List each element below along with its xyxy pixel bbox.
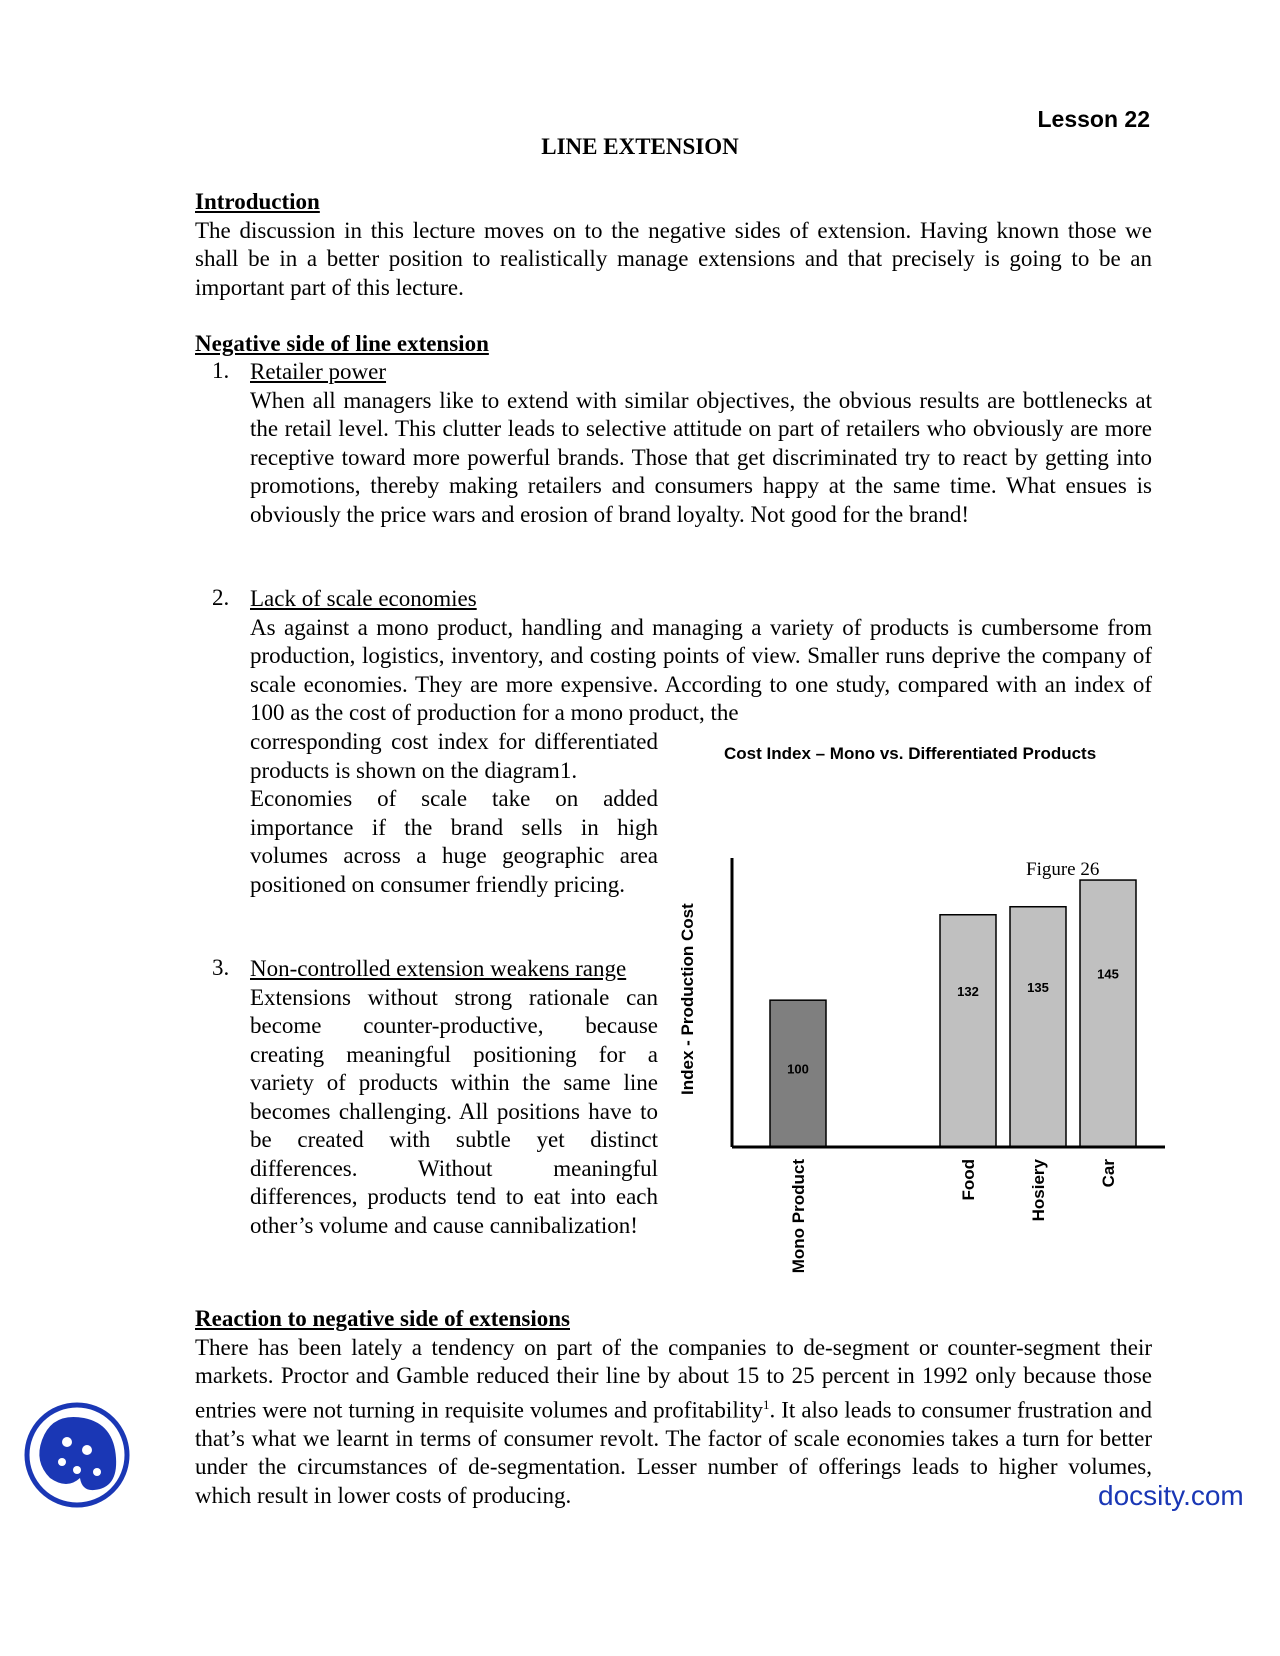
item-2-narrow — [250, 728, 658, 899]
figure-label: Figure 26 — [1026, 859, 1100, 880]
item-2-text-narrow: corresponding cost index for differentiated products is shown on the diagram1. — [250, 729, 658, 783]
negative-heading — [195, 330, 1152, 359]
bar-car — [1080, 880, 1136, 1147]
negative-heading-text: Negative side of line extension — [195, 331, 489, 356]
category-label: Hosiery — [1029, 1159, 1048, 1222]
category-label: Car — [1099, 1159, 1118, 1188]
item-3-number: 3. — [212, 955, 230, 980]
item-2 — [250, 585, 1152, 728]
page-title: LINE EXTENSION — [541, 134, 739, 159]
item-2-number: 2. — [212, 585, 230, 610]
data-label: 100 — [787, 1061, 809, 1077]
item-1 — [250, 358, 1152, 529]
bar-hosiery — [1010, 907, 1066, 1147]
item-3 — [250, 955, 658, 1240]
footnote-marker: 1 — [763, 1396, 770, 1412]
data-label: 135 — [1027, 979, 1049, 995]
intro-text: The discussion in this lecture moves on to the negative sides of extension. Having known those we shall be in a better position to realistically manage extensions and that precisely is going to be an important part of this lecture. — [195, 217, 1152, 300]
item-2-text-wide: As against a mono product, handling and managing a variety of products is cumbersome from production, logistics, inventory, and costing points of view. Smaller runs deprive the company of scale economies. They are more expensive. According to one study, compared with an index of 100 as the cost of production for a mono product, the — [250, 614, 1152, 725]
chart-title: Cost Index – Mono vs. Differentiated Products — [724, 744, 1097, 763]
item-3-text: Extensions without strong rationale can become counter-productive, because creating meaningful positioning for a variety of products within the same line becomes challenging. All positions have to be created with subtle yet distinct differences. Without meaningful differences, products tend to eat into each other’s volume and cause cannibalization! — [250, 984, 658, 1238]
category-label: Mono Product — [789, 1159, 808, 1274]
lesson-label: Lesson 22 — [1037, 106, 1150, 132]
y-axis-label: Index - Production Cost — [678, 903, 697, 1095]
reaction-text-after: . It also leads to consumer frustration and that’s what we learnt in terms of consumer revolt. The factor of scale economies takes a turn for better under the circumstances of de-segmentation. Lesser number of offerings leads to higher volumes, which result in lower costs of producing. — [195, 1397, 1152, 1508]
intro-section — [195, 188, 1152, 302]
docsity-brand[interactable]: docsity.com — [1098, 1480, 1244, 1511]
category-label: Food — [959, 1159, 978, 1201]
docsity-logo-icon — [22, 1400, 132, 1510]
item-1-number: 1. — [212, 358, 230, 383]
item-2-title: Lack of scale economies — [250, 586, 477, 611]
reaction-text-before: There has been lately a tendency on part of the companies to de-segment or counter-segment their markets. Proctor and Gamble reduced their line by about 15 to 25 percent in 1992 only because those entries were not turning in requisite volumes and profitability — [195, 1334, 1152, 1423]
item-1-text: When all managers like to extend with similar objectives, the obvious results are bottlenecks at the retail level. This clutter leads to selective attitude on part of retailers who obviously are more receptive toward more powerful brands. Those that get discriminated try to react by getting into promotions, thereby making retailers and consumers happy at the same time. What ensues is obviously the price wars and erosion of brand loyalty. Not good for the brand! — [250, 387, 1152, 527]
data-label: 132 — [957, 983, 979, 999]
reaction-heading: Reaction to negative side of extensions — [195, 1306, 570, 1331]
item-1-title: Retailer power — [250, 359, 387, 384]
intro-heading: Introduction — [195, 189, 320, 214]
item-2-text-narrow-2: Economies of scale take on added importance if the brand sells in high volumes across a huge geographic area positioned on consumer friendly pricing. — [250, 786, 658, 897]
reaction-text — [195, 1334, 1152, 1511]
item-3-title: Non-controlled extension weakens range — [250, 956, 627, 981]
data-label: 145 — [1097, 966, 1119, 982]
cost-index-chart — [670, 840, 1170, 1300]
reaction-section — [195, 1305, 1152, 1510]
bar-food — [940, 915, 996, 1147]
